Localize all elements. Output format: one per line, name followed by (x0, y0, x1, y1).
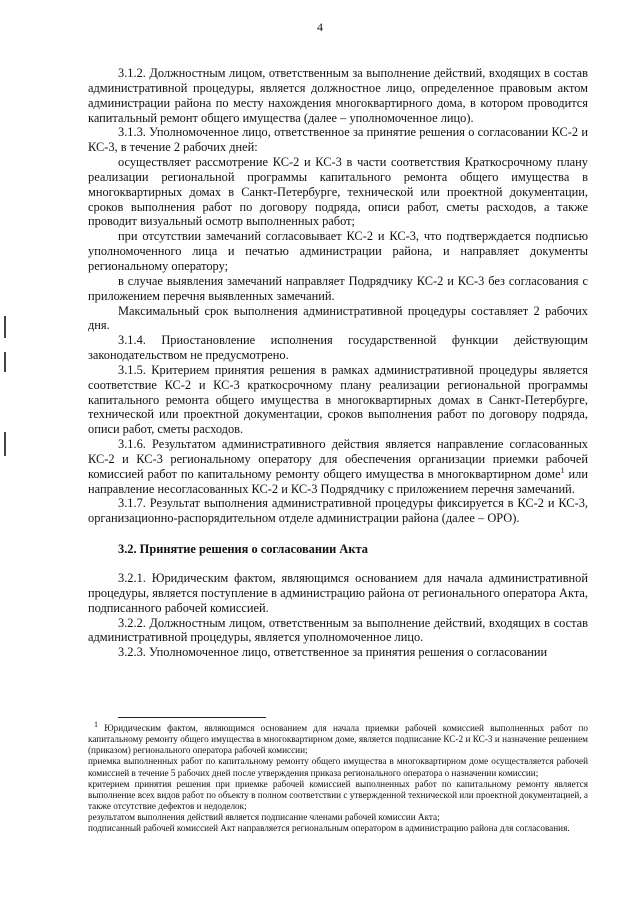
paragraph-3-2-2: 3.2.2. Должностным лицом, ответственным за выполнение действий, входящих в состав административной процедуры, является уполномоченное лицо. (88, 615, 588, 645)
footnote-line: результатом выполнения действий является подписание членами рабочей комиссии Акта; (88, 812, 440, 823)
paragraph-3-1-6 (88, 437, 588, 496)
footnote-divider (118, 717, 266, 718)
paragraph-3-1-6-part2: или направление несогласованных КС-2 и КС-3 Подрядчику с приложением перечня замечаний. (88, 466, 588, 496)
margin-mark (4, 316, 6, 338)
footnote-marker: 1 (560, 465, 565, 475)
body-text (88, 66, 588, 660)
paragraph-remarks: в случае выявления замечаний направляет Подрядчику КС-2 и КС-3 без согласования с приложением перечня выявленных замечаний. (88, 273, 588, 303)
paragraph-approve: при отсутствии замечаний согласовывает КС-2 и КС-3, что подтверждается подписью уполномоченного лица и печатью администрации района, и направляет документы региональному оператору; (88, 229, 588, 273)
paragraph-max-term: Максимальный срок выполнения административной процедуры составляет 2 рабочих дня. (88, 303, 588, 333)
footnote-line: подписанный рабочей комиссией Акт направляется региональным оператором в администрацию района для согласования. (88, 823, 570, 834)
footnotes (88, 719, 589, 835)
paragraph-3-2-1: 3.2.1. Юридическим фактом, являющимся основанием для начала административной процедуры, является поступление в администрацию района от регионального оператора Акта, подписанного рабочей комиссией. (88, 571, 588, 615)
paragraph-3-1-3: 3.1.3. Уполномоченное лицо, ответственное за принятие решения о согласовании КС-2 и КС-3, в течение 2 рабочих дней: (88, 125, 588, 155)
footnote-1 (88, 719, 589, 756)
paragraph-3-1-5: 3.1.5. Критерием принятия решения в рамках административной процедуры является соответствие КС-2 и КС-3 краткосрочному плану реализации региональной программы капитального ремонта общего имущества в многоквартирных домах в Санкт-Петербурге, технической или проектной документации, сроков выполнения работ по договору подряда, описи работ, сметы расходов. (88, 362, 588, 437)
footnote-line: критерием принятия решения при приемке рабочей комиссией выполненных работ по капитальному ремонту является выполнение всех видов работ по объекту в полном соответствии с утвержденной технической или проектной документацией, а также отсутствие дефектов и недоделок; (88, 778, 588, 812)
paragraph-3-1-4: 3.1.4. Приостановление исполнения государственной функции действующим законодательством не предусмотрено. (88, 333, 588, 363)
paragraph-3-1-6-part1: 3.1.6. Результатом административного действия является направление согласованных КС-2 и КС-3 региональному оператору для обеспечения организации приемки рабочей комиссией работ по капитальному ремонту общего имущества в многоквартирном доме (88, 437, 588, 481)
paragraph-3-1-7: 3.1.7. Результат выполнения административной процедуры фиксируется в КС-2 и КС-3, организационно-распорядительном отделе администрации района (далее – ОРО). (88, 496, 588, 526)
paragraph-review: осуществляет рассмотрение КС-2 и КС-3 в части соответствия Краткосрочному плану реализации региональной программы капитального ремонта общего имущества в многоквартирных домах в Санкт-Петербурге, технической или проектной документации, сроков выполнения работ по договору подряда, описи работ, сметы расходов, а также проводит визуальный осмотр выполненных работ; (88, 155, 588, 229)
footnote-number: 1 (94, 719, 98, 729)
page-number: 4 (317, 20, 323, 34)
footnote-line: приемка выполненных работ по капитальному ремонту общего имущества в многоквартирном доме осуществляется рабочей комиссией в течение 5 рабочих дней после утверждения приказа регионального оператора о назначении комиссии; (88, 756, 588, 778)
section-heading-3-2: 3.2. Принятие решения о согласовании Акта (118, 542, 368, 557)
footnote-text: Юридическим фактом, являющимся основанием для начала приемки рабочей комиссией выполненных работ по капитальному ремонту общего имущества в многоквартирном доме, является подписание КС-2 и КС-3 и назначение решением (приказом) регионального оператора рабочей комиссии; (88, 723, 589, 756)
paragraph-3-1-2: 3.1.2. Должностным лицом, ответственным за выполнение действий, входящих в состав административной процедуры, является должностное лицо, определенное правовым актом администрации района по месту нахождения многоквартирного дома, в котором проводится капитальный ремонт общего имущества (далее – уполномоченное лицо). (88, 66, 588, 125)
margin-mark (4, 352, 6, 372)
paragraph-3-2-3: 3.2.3. Уполномоченное лицо, ответственное за принятия решения о согласовании (118, 645, 548, 660)
margin-mark (4, 432, 6, 456)
